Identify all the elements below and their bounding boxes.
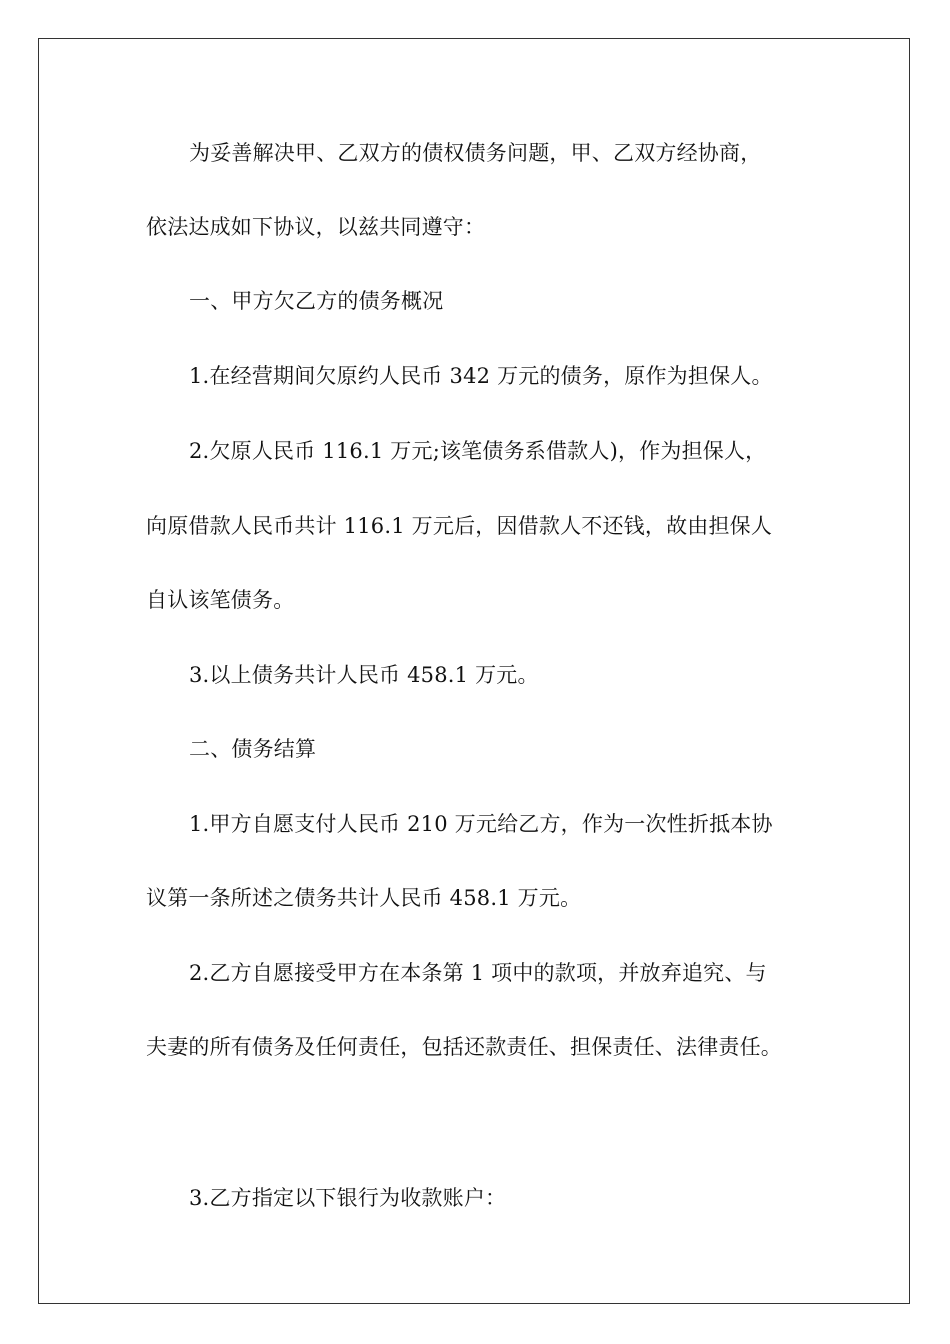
- paragraph-line: 议第一条所述之债务共计人民币 458.1 万元。: [146, 886, 582, 910]
- paragraph-line: 依法达成如下协议，以兹共同遵守：: [146, 215, 486, 239]
- paragraph-line: 向原借款人民币共计 116.1 万元后，因借款人不还钱，故由担保人: [146, 514, 773, 538]
- section-heading: 一、甲方欠乙方的债务概况: [189, 289, 444, 313]
- paragraph-line: 1.在经营期间欠原约人民币 342 万元的债务，原作为担保人。: [189, 364, 773, 388]
- paragraph-line: 2.乙方自愿接受甲方在本条第 1 项中的款项，并放弃追究、与: [189, 961, 767, 985]
- paragraph-line: 2.欠原人民币 116.1 万元;该笔债务系借款人)，作为担保人，: [189, 439, 767, 463]
- paragraph-line: 为妥善解决甲、乙双方的债权债务问题，甲、乙双方经协商，: [189, 141, 762, 165]
- section-heading: 二、债务结算: [189, 737, 317, 761]
- paragraph-line: 3.以上债务共计人民币 458.1 万元。: [189, 663, 539, 687]
- paragraph-line: 自认该笔债务。: [146, 588, 295, 612]
- paragraph-line: 3.乙方指定以下银行为收款账户：: [189, 1186, 507, 1210]
- paragraph-line: 夫妻的所有债务及任何责任，包括还款责任、担保责任、法律责任。: [146, 1035, 782, 1059]
- paragraph-line: 1.甲方自愿支付人民币 210 万元给乙方，作为一次性折抵本协: [189, 812, 773, 836]
